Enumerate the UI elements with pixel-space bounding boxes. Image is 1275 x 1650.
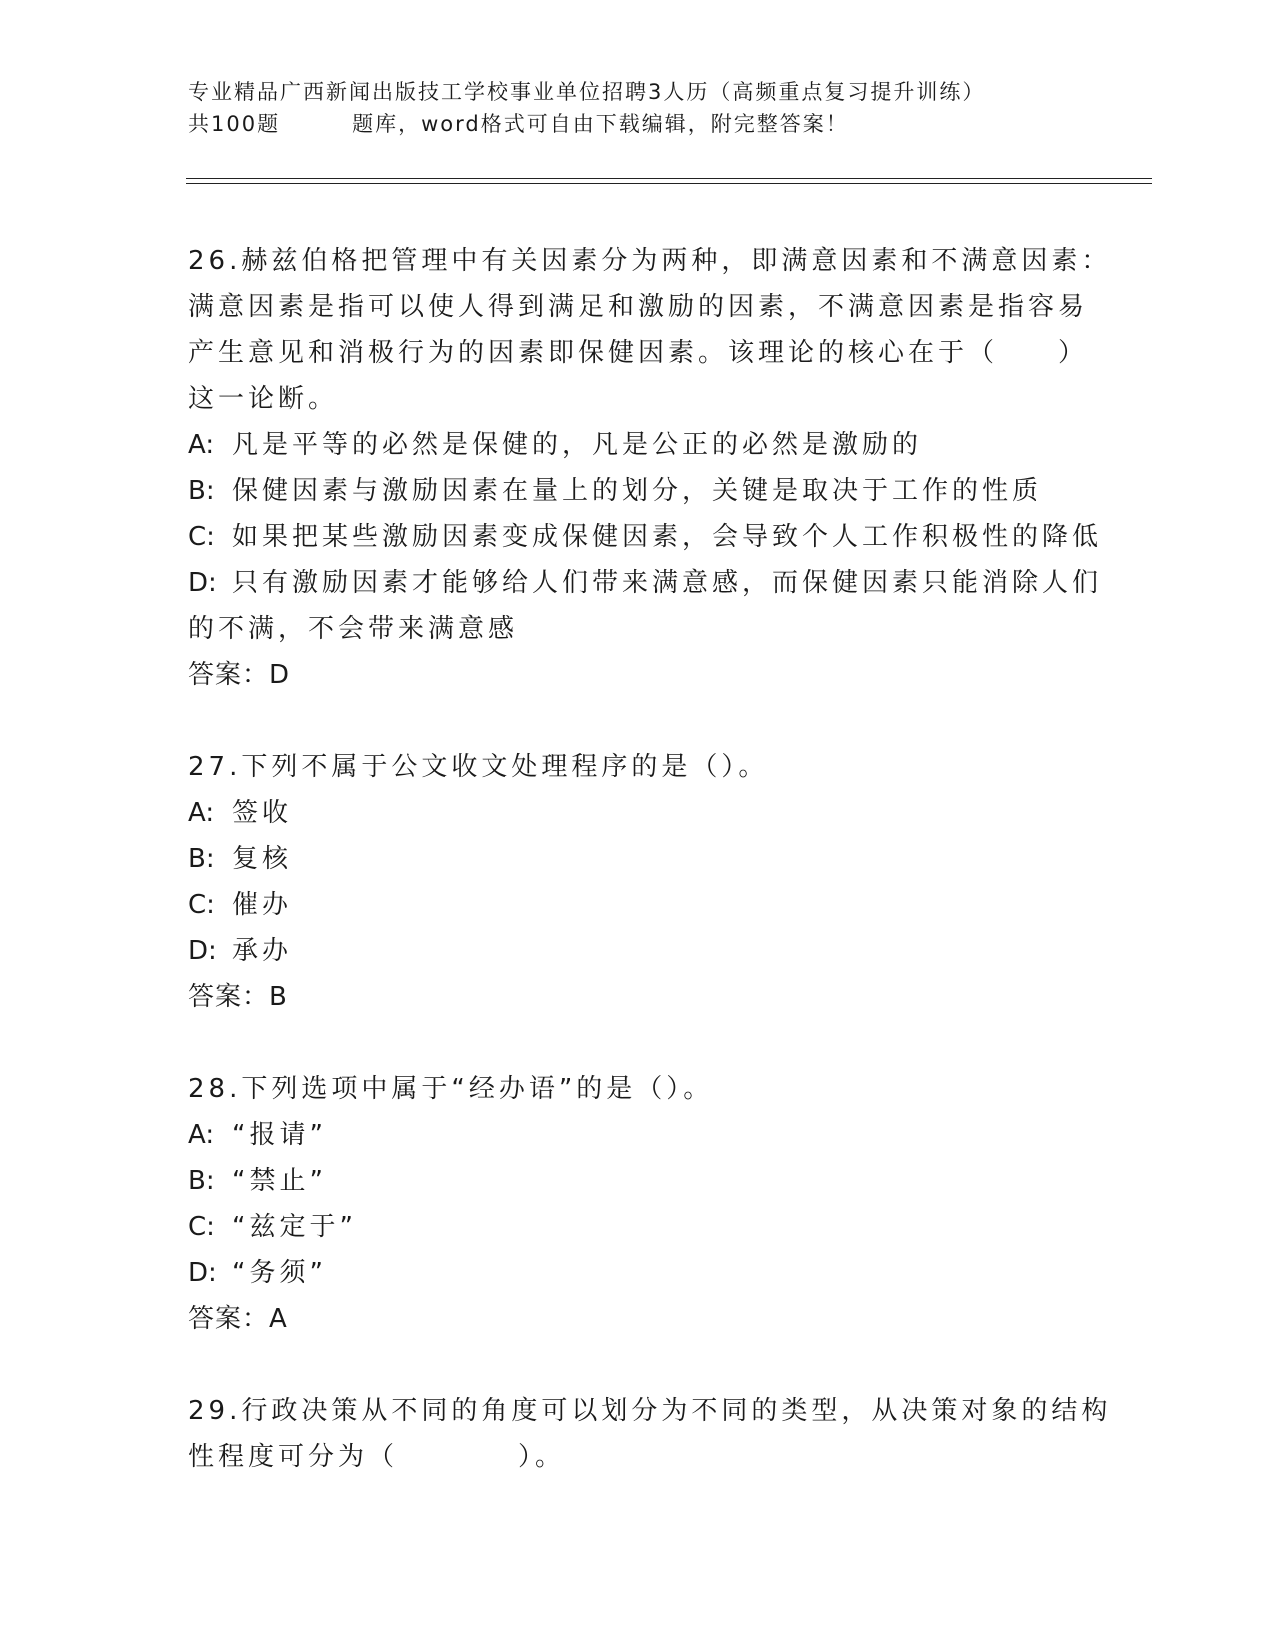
- document-header: [188, 76, 1108, 140]
- option-key: C:: [188, 522, 215, 552]
- option-text: 的不满，不会带来满意感: [188, 614, 519, 644]
- header-description: 题库，word格式可自由下载编辑，附完整答案！: [352, 112, 849, 136]
- option-key: A:: [188, 1120, 215, 1150]
- option-text: “报请”: [232, 1120, 327, 1150]
- option-key: C:: [188, 1212, 215, 1242]
- option-key: B:: [188, 844, 215, 874]
- option-line: [188, 1250, 1088, 1296]
- option-line: [188, 790, 1088, 836]
- question-text-line: 产生意见和消极行为的因素即保健因素。该理论的核心在于（ ）: [188, 338, 1089, 368]
- option-text: 凡是平等的必然是保健的，凡是公正的必然是激励的: [232, 430, 923, 460]
- option-line: [188, 468, 1088, 514]
- option-key: B:: [188, 476, 215, 506]
- option-line: [188, 514, 1103, 560]
- question-list: [188, 238, 1112, 1526]
- header-title-line: 专业精品广西新闻出版技工学校事业单位招聘3人历（高频重点复习提升训练）: [188, 80, 986, 104]
- question-text-line: 27.下列不属于公文收文处理程序的是（）。: [188, 752, 769, 782]
- answer-line: 答案：D: [188, 660, 291, 690]
- option-line: [188, 1158, 1088, 1204]
- option-line: [188, 882, 1088, 928]
- question-text-line: 这一论断。: [188, 384, 339, 414]
- option-text: 复核: [232, 844, 293, 874]
- option-key: C:: [188, 890, 215, 920]
- option-line: [188, 1204, 1088, 1250]
- option-key: A:: [188, 430, 215, 460]
- option-text: 签收: [232, 798, 293, 828]
- question-text-line: 26.赫兹伯格把管理中有关因素分为两种，即满意因素和不满意因素：: [188, 246, 1112, 276]
- option-text: 承办: [232, 936, 293, 966]
- option-line: [188, 836, 1088, 882]
- option-text: “禁止”: [232, 1166, 327, 1196]
- question-block: [188, 744, 1088, 1020]
- option-key: B:: [188, 1166, 215, 1196]
- question-text-line: 28.下列选项中属于“经办语”的是（）。: [188, 1074, 714, 1104]
- option-text: 催办: [232, 890, 293, 920]
- option-key: A:: [188, 798, 215, 828]
- option-line: [188, 560, 1103, 606]
- option-text: 只有激励因素才能够给人们带来满意感，而保健因素只能消除人们: [232, 568, 1103, 598]
- question-block: [188, 1066, 1088, 1342]
- option-text: “务须”: [232, 1258, 327, 1288]
- option-key: D:: [188, 568, 217, 598]
- option-line: [188, 606, 1088, 652]
- question-text-line: 性程度可分为（ ）。: [188, 1442, 566, 1472]
- option-line: [188, 928, 1088, 974]
- header-divider-bottom: [186, 183, 1152, 184]
- answer-line: 答案：B: [188, 982, 288, 1012]
- option-line: [188, 422, 1088, 468]
- option-text: “兹定于”: [232, 1212, 357, 1242]
- question-text-line: 满意因素是指可以使人得到满足和激励的因素，不满意因素是指容易: [188, 292, 1089, 322]
- question-block: [188, 1388, 1112, 1480]
- option-line: [188, 1112, 1088, 1158]
- question-block: [188, 238, 1112, 698]
- answer-line: 答案：A: [188, 1304, 288, 1334]
- question-count: 共100题: [188, 112, 281, 136]
- option-text: 如果把某些激励因素变成保健因素，会导致个人工作积极性的降低: [232, 522, 1103, 552]
- header-divider-top: [186, 178, 1152, 179]
- option-key: D:: [188, 1258, 217, 1288]
- option-text: 保健因素与激励因素在量上的划分，关键是取决于工作的性质: [232, 476, 1043, 506]
- option-key: D:: [188, 936, 217, 966]
- question-text-line: 29.行政决策从不同的角度可以划分为不同的类型，从决策对象的结构: [188, 1396, 1112, 1426]
- header-subtitle-line: [188, 108, 1108, 140]
